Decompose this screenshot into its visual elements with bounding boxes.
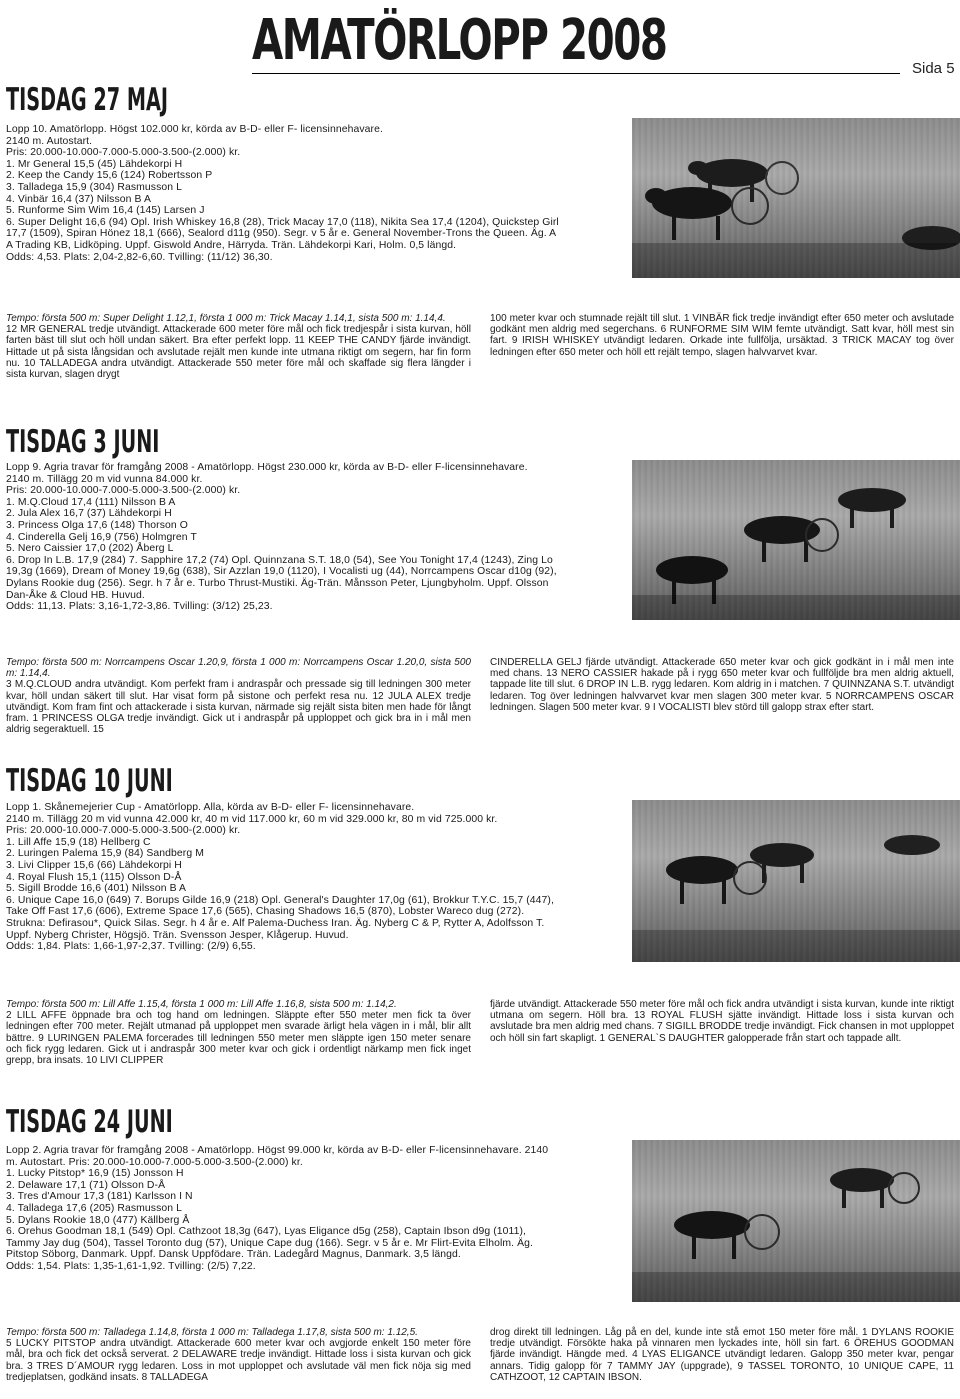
result-line: 5. Dylans Rookie 18,0 (477) Källberg Å bbox=[6, 1214, 190, 1226]
result-line: 5. Nero Caissier 17,0 (202) Åberg L bbox=[6, 543, 174, 555]
odds-line: Odds: 4,53. Plats: 2,04-2,82-6,60. Tvilling: (11/12) 36,30. bbox=[6, 251, 273, 263]
comment-right-24-juni bbox=[490, 1327, 954, 1383]
race-block-27-maj bbox=[6, 124, 561, 263]
race-block-3-juni bbox=[6, 462, 561, 613]
result-line: 4. Talladega 17,6 (205) Rasmusson L bbox=[6, 1202, 183, 1214]
race-intro-line: 2140 m. Tillägg 20 m vid vunna 84.000 kr. bbox=[6, 473, 203, 485]
result-line: 4. Royal Flush 15,1 (115) Olsson D-Å bbox=[6, 871, 182, 883]
result-line: 3. Tres d'Amour 17,3 (181) Karlsson I N bbox=[6, 1191, 193, 1203]
result-line: 3. Livi Clipper 15,6 (66) Lähdekorpi H bbox=[6, 859, 182, 871]
race-intro-line: Lopp 9. Agria travar för framgång 2008 - Amatörlopp. Högst 230.000 kr, körda av B-D- eller F-licensinnehavare. bbox=[6, 462, 528, 473]
result-line: 2. Delaware 17,1 (71) Olsson D-Å bbox=[6, 1179, 166, 1191]
result-line: 1. Lill Affe 15,9 (18) Hellberg C bbox=[6, 836, 151, 848]
race-intro-line: Lopp 10. Amatörlopp. Högst 102.000 kr, körda av B-D- eller F- licensinnehavare. bbox=[6, 124, 383, 135]
horse-photo-icon bbox=[632, 460, 960, 620]
race-photo-3 bbox=[632, 800, 960, 962]
race-block-10-juni bbox=[6, 802, 561, 953]
race-intro-line: 2140 m. Autostart. bbox=[6, 135, 93, 147]
tempo-line: Tempo: första 500 m: Talladega 1.14,8, första 1 000 m: Talladega 1.17,8, sista 500 m: 1.12,5. bbox=[6, 1327, 418, 1338]
result-line: 1. Lucky Pitstop* 16,9 (15) Jonsson H bbox=[6, 1168, 184, 1180]
result-line: 4. Vinbär 16,4 (37) Nilsson B A bbox=[6, 193, 151, 205]
race-intro-line: Pris: 20.000-10.000-7.000-5.000-3.500-(2.000) kr. bbox=[6, 825, 241, 837]
result-line: 2. Luringen Palema 15,9 (84) Sandberg M bbox=[6, 848, 204, 860]
result-line: 3. Talladega 15,9 (304) Rasmusson L bbox=[6, 181, 183, 193]
race-intro-line: Pris: 20.000-10.000-7.000-5.000-3.500-(2.000) kr. bbox=[6, 147, 241, 159]
title-rule bbox=[252, 73, 900, 74]
horse-photo-icon bbox=[632, 118, 960, 278]
comment-text: 2 LILL AFFE öppnade bra och tog hand om ledningen. Släppte efter 550 meter men fick ta över ledningen efter 700 meter. Rejält utmanad på upploppet men svarade ärligt hela vägen in i mål, blir allt bättre. 9 LURINGEN PALEMA forcerades till ledningen 550 meter men släppte igen 150 meter senare och fick rygg ledaren. Gick ut i andraspår 300 meter kvar och gick i ordentligt närkamp men fick inget grepp, bra insats. 10 LIVI CLIPPER bbox=[6, 1010, 471, 1067]
comment-left-3-juni bbox=[6, 657, 471, 735]
day-heading-3-juni: TISDAG 3 JUNI bbox=[6, 424, 160, 460]
result-line: 3. Princess Olga 17,6 (148) Thorson O bbox=[6, 519, 188, 531]
comment-text: CINDERELLA GELJ fjärde utvändigt. Attackerade 650 meter kvar och gick godkänt in i mål men inte med chans. 13 NERO CASSIER hakade på i rygg 650 meter kvar och fullföljde bra men aldrig aktuell, tappade lite till slut. 6 DROP IN L.B. rygg ledaren. Kom aldrig in i matchen. 7 QUINNZANA S.T. utvändigt ledaren. Tog över ledningen halvvarvet kvar men slagen 300 meter kvar. 5 NORRCAMPENS OSCAR ledningen. Slagen 500 meter kvar. 9 I VOCALISTI blev störd till galopp strax efter start. bbox=[490, 657, 954, 713]
odds-line: Odds: 11,13. Plats: 3,16-1,72-3,86. Tvilling: (3/12) 25,23. bbox=[6, 601, 273, 613]
comment-left-27-maj bbox=[6, 313, 471, 380]
comment-text: fjärde utvändigt. Attackerade 550 meter före mål och fick andra utvändigt i sista kurvan, kunde inte riktigt utmana om segern. Höll bra. 13 ROYAL FLUSH sjätte invändigt. Hittade loss i sista kurvan och avslutade bra men aldrig med chans. 7 SIGILL BRODDE tredje invändigt. Fick chansen in mot upploppet och höll sin fart skapligt. 1 GENERAL`S DAUGHTER galopperade från start och tappade allt. bbox=[490, 999, 954, 1044]
result-line: 5. Sigill Brodde 16,6 (401) Nilsson B A bbox=[6, 883, 187, 895]
comment-right-10-juni bbox=[490, 999, 954, 1044]
comment-text: 3 M.Q.CLOUD andra utvändigt. Kom perfekt fram i andraspår och pressade sig till ledningen 300 meter kvar, höll undan säkert till slut. Har visat form på sistone och perfekt resa nu. 12 JULA ALEX tredje utvändigt. Kom fram fint och attackerade i sista kurvan, närmade sig rejält sista biten men hade för långt fram. 1 PRINCESS OLGA tredje invändigt. Gick ut i andraspår på upploppet och gick bra in i mål men aldrig segeraktuell. 15 bbox=[6, 679, 471, 736]
result-tail: 6. Super Delight 16,6 (94) Opl. Irish Whiskey 16,8 (28), Trick Macay 17,0 (118), Nikita Sea 17,4 (1204), Quickstep Girl 17,7 (1509), Spiran Hönez 18,1 (666), Sealord d11g (950). Segr. v 5 år e. General November-Trons the Queen. Äg. A A Trading KB, Lidköping. Uppf. Giswold Andre, Härryda. Trän. Lähdekorpi Kari, Holm. 0,5 längd. bbox=[6, 216, 559, 251]
horse-photo-icon bbox=[632, 800, 960, 962]
race-photo-4 bbox=[632, 1140, 960, 1302]
comment-text: 12 MR GENERAL tredje utvändigt. Attackerade 600 meter före mål och fick tredjespår i sista kurvan, höll farten bäst till slut och höll undan säkert. Bra efter perfekt lopp. 11 KEEP THE CANDY fjärde invändigt. Hittade ut på sista långsidan och avslutade rejält men kunde inte utmana riktigt om segern, har fin form nu. 10 TALLADEGA andra utvändigt. Attackerade 550 meter före mål och skaffade sig flera längder i sista kurvan, slagen drygt bbox=[6, 324, 471, 381]
race-intro-line: 2140 m. Tillägg 20 m vid vunna 42.000 kr, 40 m vid 117.000 kr, 60 m vid 329.000 kr, 80 m vid 725.000 kr. bbox=[6, 813, 498, 825]
result-line: 1. Mr General 15,5 (45) Lähdekorpi H bbox=[6, 158, 183, 170]
race-block-24-juni bbox=[6, 1145, 561, 1273]
result-tail: 6. Unique Cape 16,0 (649) 7. Borups Gilde 16,9 (218) Opl. General's Daughter 17,0g (61), Brokkur T.Y.C. 15,7 (447), Take Off Fast 17,6 (606), Extreme Space 17,6 (565), Chasing Shadows 16,5 (870), Lobster Wareco dug (272). Strukna: Defirasou*, Quick Silas. Segr. h 4 år e. Alf Palema-Duchess Iran. Äg. Nyberg C & P, Rytter A, Adolfsson T. Uppf. Nyberg Christer, Högsjö. Trän. Svensson Jesper, Klågerup. Huvud. bbox=[6, 894, 554, 941]
race-photo-1 bbox=[632, 118, 960, 278]
comment-left-10-juni bbox=[6, 999, 471, 1066]
race-intro-line: Pris: 20.000-10.000-7.000-5.000-3.500-(2.000) kr. bbox=[6, 485, 241, 497]
comment-text: 100 meter kvar och stumnade rejält till slut. 1 VINBÄR fick tredje invändigt efter 650 meter och avslutade godkänt men aldrig med segerchans. 6 RUNFORME SIM WIM femte utvändigt. Satt kvar, höll mest sin fart. 9 IRISH WHISKEY utvändigt ledaren. Orkade inte fullfölja, ursäktad. 3 TRICK MACAY tog över ledningen efter 650 meter och höll ett rejält tempo, slagen halvvarvet kvar. bbox=[490, 313, 954, 358]
comment-right-27-maj bbox=[490, 313, 954, 358]
tempo-line: Tempo: första 500 m: Norrcampens Oscar 1.20,9, första 1 000 m: Norrcampens Oscar 1.20,0, sista 500 m: 1.14,4. bbox=[6, 657, 471, 680]
result-line: 2. Jula Alex 16,7 (37) Lähdekorpi H bbox=[6, 508, 172, 520]
odds-line: Odds: 1,54. Plats: 1,35-1,61-1,92. Tvilling: (2/5) 7,22. bbox=[6, 1260, 256, 1272]
result-tail: 6. Orehus Goodman 18,1 (549) Opl. Cathzoot 18,3g (647), Lyas Eligance d5g (258), Captain Ibson d9g (1011), Tammy Jay dug (504), Tassel Toronto dug (57), Unique Cape dug (166). Segr. v 5 år e. Mr Flirt-Evita Elholm. Äg. Pitstop Söborg, Danmark. Uppf. Dansk Uppfödare. Trän. Ladegård Magnus, Danmark. 3,5 längd. bbox=[6, 1226, 534, 1261]
result-tail: 6. Drop In L.B. 17,9 (284) 7. Sapphire 17,2 (74) Opl. Quinnzana S.T. 18,0 (54), See You Tonight 17,4 (1243), Zing Lo 19,3g (1669), Dream of Money 19,6g (638), Sir Azzlan 19,0 (1120), I Vocalisti ug (44), Norrcampens Oscar d10g (92), Dylans Rookie dug (256). Segr. h 7 år e. Turbo Thrust-Mustiki. Äg-Trän. Månsson Peter, Ljungbyholm. Uppf. Olsson Dan-Åke & Cloud HB. Huvud. bbox=[6, 554, 557, 601]
comment-text: 5 LUCKY PITSTOP andra utvändigt. Attackerade 600 meter kvar och avgjorde enkelt 150 meter före mål, bra och fick det också serverat. 2 DELAWARE tredje invändigt. Hittade loss i sista kurvan och gick bra. 3 TRES D´AMOUR rygg ledaren. Loss in mot upploppet och avslutade väl men fick nöja sig med tredjeplatsen, godkänd insats. 8 TALLADEGA bbox=[6, 1338, 471, 1383]
comment-text: drog direkt till ledningen. Låg på en del, kunde inte stå emot 150 meter före mål. 1 DYLANS ROOKIE tredje utvändigt. Försökte haka på vinnaren men lyckades inte, höll sin fart. 6 ÖREHUS GOODMAN fjärde invändigt. Hängde med. 4 LYAS ELIGANCE utvändigt ledaren. Galopp 350 meter kvar, pengar annars. Tidig galopp för 7 TAMMY JAY (uppgrade), 9 TASSEL TORONTO, 10 UNIQUE CAPE, 11 CATHZOOT, 12 CAPTAIN IBSON. bbox=[490, 1327, 954, 1383]
tempo-line: Tempo: första 500 m: Super Delight 1.12,1, första 1 000 m: Trick Macay 1.14,1, sista 500 m: 1.14,4. bbox=[6, 313, 446, 324]
comment-right-3-juni bbox=[490, 657, 954, 713]
race-photo-2 bbox=[632, 460, 960, 620]
page-title: AMATÖRLOPP 2008 bbox=[252, 8, 667, 73]
day-heading-24-juni: TISDAG 24 JUNI bbox=[6, 1104, 173, 1140]
odds-line: Odds: 1,84. Plats: 1,66-1,97-2,37. Tvilling: (2/9) 6,55. bbox=[6, 941, 256, 953]
comment-left-24-juni bbox=[6, 1327, 471, 1383]
result-line: 2. Keep the Candy 15,6 (124) Robertsson P bbox=[6, 170, 213, 182]
race-intro-line: Lopp 2. Agria travar för framgång 2008 - Amatörlopp. Högst 99.000 kr, körda av B-D- eller F-licensinnehavare. 2140 m. Autostart. Pris: 20.000-10.000-7.000-5.000-3.500-(2.000) kr. bbox=[6, 1145, 549, 1168]
result-line: 1. M.Q.Cloud 17,4 (111) Nilsson B A bbox=[6, 496, 176, 508]
result-line: 5. Runforme Sim Wim 16,4 (145) Larsen J bbox=[6, 205, 205, 217]
result-line: 4. Cinderella Gelj 16,9 (756) Holmgren T bbox=[6, 531, 197, 543]
race-intro-line: Lopp 1. Skånemejerier Cup - Amatörlopp. Alla, körda av B-D- eller F- licensinnehavare. bbox=[6, 802, 415, 813]
day-heading-27-maj: TISDAG 27 MAJ bbox=[6, 82, 168, 118]
tempo-line: Tempo: första 500 m: Lill Affe 1.15,4, första 1 000 m: Lill Affe 1.16,8, sista 500 m: 1.14,2. bbox=[6, 999, 397, 1010]
page-number: Sida 5 bbox=[912, 60, 955, 77]
horse-photo-icon bbox=[632, 1140, 960, 1302]
day-heading-10-juni: TISDAG 10 JUNI bbox=[6, 763, 173, 799]
